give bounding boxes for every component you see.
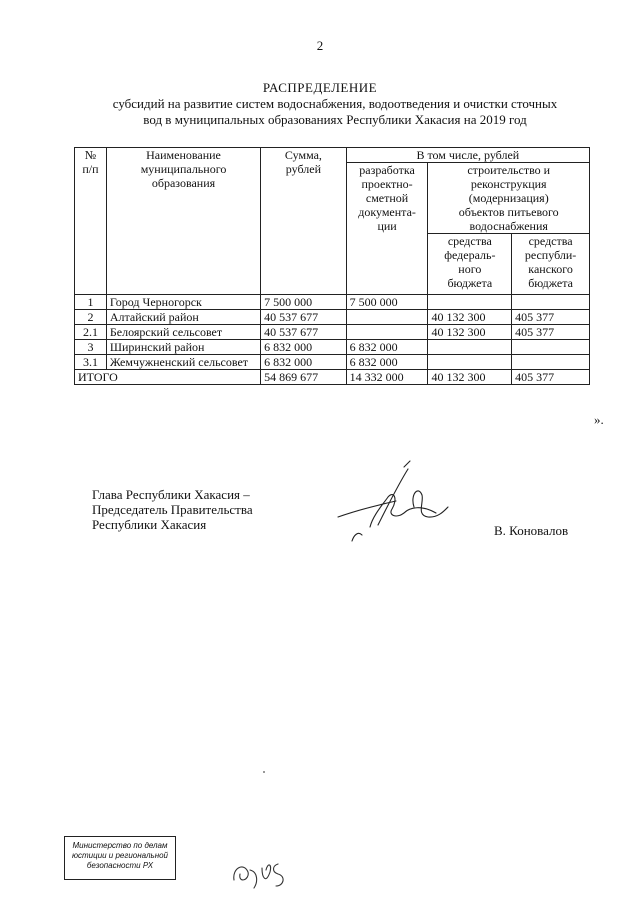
position-line-2: Председатель Правительства: [92, 502, 253, 517]
col-header-design: разработка проектно- сметной документа- ции: [346, 163, 428, 295]
row-num: 3: [75, 340, 107, 355]
row-name: Белоярский сельсовет: [106, 325, 260, 340]
position-line-1: Глава Республики Хакасия –: [92, 487, 250, 502]
page-number: 2: [316, 38, 324, 53]
row-design: 6 832 000: [346, 355, 428, 370]
row-federal: 40 132 300: [428, 310, 512, 325]
row-sum: 6 832 000: [261, 340, 347, 355]
row-sum: 6 832 000: [261, 355, 347, 370]
registration-stamp: Министерство по делам юстиции и региональной безопасности РХ: [64, 836, 176, 880]
row-num: 3.1: [75, 355, 107, 370]
row-num: 2.1: [75, 325, 107, 340]
row-name: Жемчужненский сельсовет: [106, 355, 260, 370]
row-num: 1: [75, 295, 107, 310]
total-row: [75, 370, 590, 385]
row-republic: 405 377: [512, 325, 590, 340]
subtitle-line-2: вод в муниципальных образованиях Республики Хакасия на 2019 год: [143, 112, 527, 127]
signatory-name: В. Коновалов: [494, 523, 569, 538]
col-header-construction: строительство и реконструкция (модернизация) объектов питьевого водоснабжения: [428, 163, 590, 234]
table-row: [75, 325, 590, 340]
row-num: 2: [75, 310, 107, 325]
document-title: РАСПРЕДЕЛЕНИЕ: [262, 80, 378, 95]
total-sum: 54 869 677: [261, 370, 347, 385]
table-row: [75, 355, 590, 370]
handwritten-initials: [228, 850, 298, 895]
table-row: [75, 340, 590, 355]
row-federal: [428, 340, 512, 355]
total-design: 14 332 000: [346, 370, 428, 385]
col-header-including: В том числе, рублей: [346, 148, 589, 163]
row-design: 6 832 000: [346, 340, 428, 355]
document-subtitle: [70, 96, 600, 128]
table-row: [75, 295, 590, 310]
col-header-republic: средства республи- канского бюджета: [512, 234, 590, 295]
row-name: Ширинский район: [106, 340, 260, 355]
row-name: Алтайский район: [106, 310, 260, 325]
total-federal: 40 132 300: [428, 370, 512, 385]
row-design: 7 500 000: [346, 295, 428, 310]
row-sum: 40 537 677: [261, 310, 347, 325]
table-row: [75, 310, 590, 325]
row-sum: 40 537 677: [261, 325, 347, 340]
row-republic: 405 377: [512, 310, 590, 325]
row-republic: [512, 295, 590, 310]
header-row-1: [75, 148, 590, 163]
position-line-3: Республики Хакасия: [92, 517, 207, 532]
row-republic: [512, 355, 590, 370]
subtitle-line-1: субсидий на развитие систем водоснабжения, водоотведения и очистки сточных: [112, 96, 558, 111]
row-federal: [428, 295, 512, 310]
scan-speck: [263, 771, 265, 773]
closing-quote: ».: [594, 412, 604, 427]
col-header-num: № п/п: [75, 148, 107, 295]
total-label: ИТОГО: [75, 370, 261, 385]
col-header-sum: Сумма, рублей: [261, 148, 347, 295]
row-design: [346, 325, 428, 340]
row-federal: 40 132 300: [428, 325, 512, 340]
row-name: Город Черногорск: [106, 295, 260, 310]
row-design: [346, 310, 428, 325]
signatory-position: [92, 487, 322, 532]
col-header-federal: средства федераль- ного бюджета: [428, 234, 512, 295]
row-republic: [512, 340, 590, 355]
total-republic: 405 377: [512, 370, 590, 385]
row-sum: 7 500 000: [261, 295, 347, 310]
handwritten-signature: [318, 455, 468, 545]
distribution-table: [74, 147, 590, 385]
row-federal: [428, 355, 512, 370]
col-header-name: Наименование муниципального образования: [106, 148, 260, 295]
